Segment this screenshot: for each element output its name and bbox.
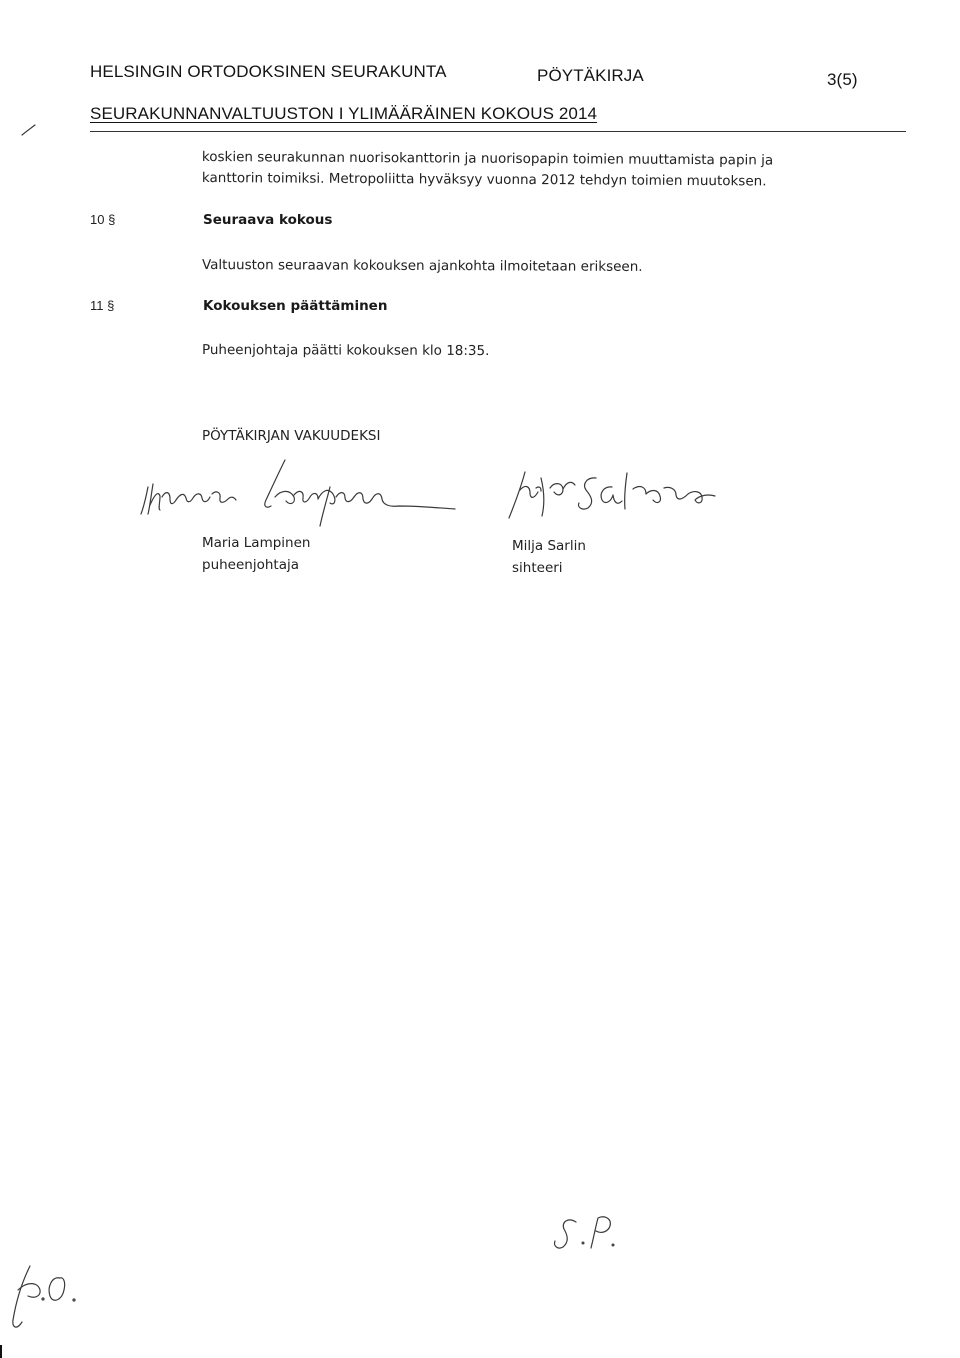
scan-edge-mark xyxy=(0,1345,2,1358)
section-10-text: Valtuuston seuraavan kokouksen ajankohta ilmoitetaan erikseen. xyxy=(201,257,643,275)
page-number: 3(5) xyxy=(827,70,858,89)
document-type: PÖYTÄKIRJA xyxy=(537,66,644,85)
verification-heading: PÖYTÄKIRJAN VAKUUDEKSI xyxy=(202,428,381,444)
signatory-2-name: Milja Sarlin xyxy=(512,538,586,554)
continued-paragraph-line-1: koskien seurakunnan nuorisokanttorin ja nuorisopapin toimien muuttamista papin ja xyxy=(201,149,774,169)
organization-name: HELSINGIN ORTODOKSINEN SEURAKUNTA xyxy=(90,62,447,81)
initials-right xyxy=(555,1217,614,1248)
section-10-title: Seuraava kokous xyxy=(203,212,333,228)
signature-milja-sarlin xyxy=(509,472,715,518)
section-11-title: Kokouksen päättäminen xyxy=(203,298,388,314)
signatory-2-role: sihteeri xyxy=(512,560,563,576)
signature-maria-lampinen xyxy=(141,460,455,526)
section-10-number: 10 § xyxy=(90,212,116,227)
header-divider xyxy=(90,131,906,132)
signatory-1-role: puheenjohtaja xyxy=(202,557,300,573)
continued-paragraph-line-2: kanttorin toimiksi. Metropoliitta hyväksyy vuonna 2012 tehdyn toimien muutoksen. xyxy=(201,170,767,190)
section-11-number: 11 § xyxy=(90,298,115,313)
meeting-title: SEURAKUNNANVALTUUSTON I YLIMÄÄRÄINEN KOKOUS 2014 xyxy=(90,104,598,123)
stray-mark xyxy=(22,125,35,135)
signatory-1-name: Maria Lampinen xyxy=(202,535,311,551)
initials-left xyxy=(13,1266,75,1327)
section-11-text: Puheenjohtaja päätti kokouksen klo 18:35. xyxy=(201,342,490,360)
